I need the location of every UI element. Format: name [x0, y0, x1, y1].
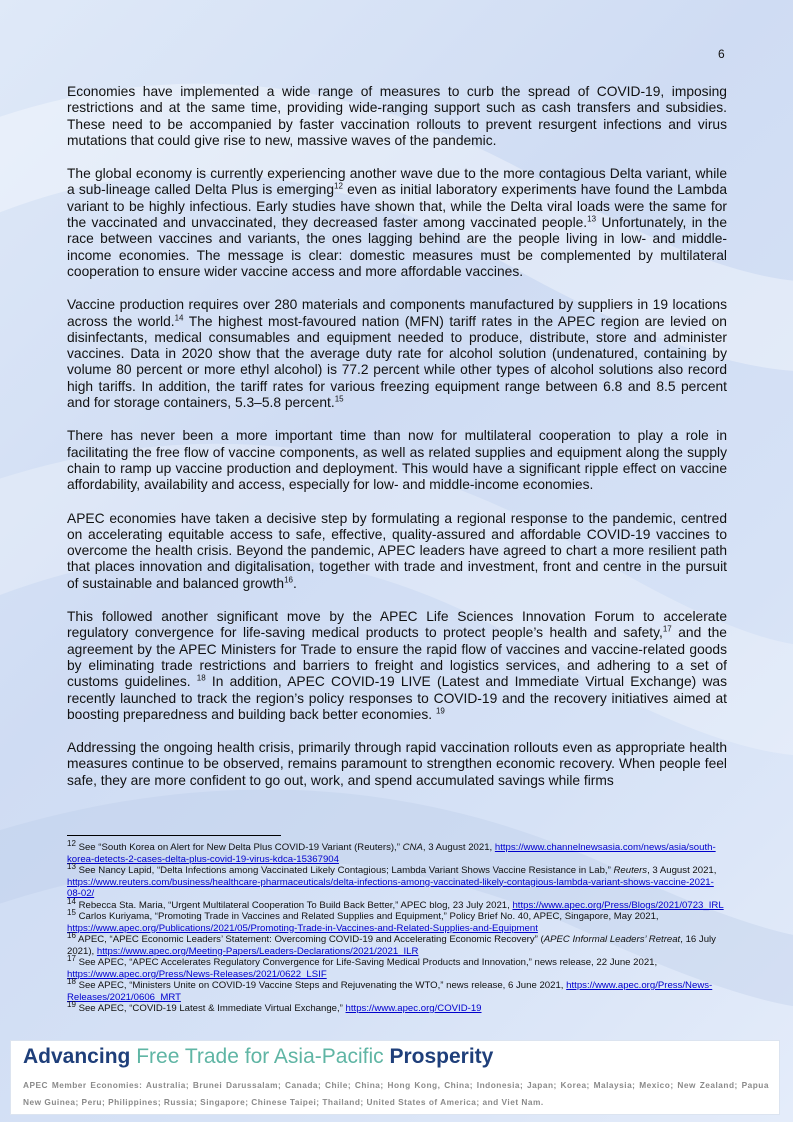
footnote-ref: 13: [67, 861, 76, 871]
text-run: See Nancy Lapid, “Delta Infections among Vaccinated Likely Contagious; Lambda Variant Shows Vaccine Resistance in Lab,”: [75, 865, 614, 876]
footnote: [67, 861, 727, 900]
footnote-link[interactable]: https://www.reuters.com/business/healthcare-pharmaceuticals/delta-infections-among-vaccinated-likely-contagious-lambda-variant-shows-vaccine-2021-08-02/: [67, 876, 714, 899]
footnote-ref: 14: [174, 312, 184, 322]
footnote-link[interactable]: https://www.apec.org/Press/News-Releases/2021/0606_MRT: [67, 980, 713, 1003]
footnote-ref: 12: [67, 838, 76, 848]
footnote: [67, 999, 727, 1015]
slogan-middle: Free Trade for Asia-Pacific: [136, 1045, 390, 1068]
text-run: Unfortunately, in the race between vaccines and variants, the ones lagging behind are the people living in low- and middle-income economies. The message is clear: domestic measures must be complemented by multilateral cooperation to ensure wider vaccine access and more affordable vaccines.: [67, 215, 727, 279]
text-run: Vaccine production requires over 280 materials and components manufactured by suppliers in 19 locations across the world.: [67, 297, 727, 329]
footnote: [67, 896, 727, 912]
footnote-ref: 14: [67, 896, 76, 906]
slogan-start: Advancing: [23, 1045, 137, 1068]
footer-slogan: [23, 1045, 493, 1069]
footnote-link[interactable]: https://www.apec.org/Publications/2021/05/Promoting-Trade-in-Vaccines-and-Related-Supplies-and-Equipment: [67, 922, 538, 934]
slogan-end: Prosperity: [389, 1045, 494, 1068]
italic-text: Reuters: [613, 865, 648, 876]
footnote-ref: 19: [435, 706, 445, 716]
footnote-link[interactable]: https://www.apec.org/Meeting-Papers/Leaders-Declarations/2021/2021_ILR: [96, 945, 419, 957]
italic-text: CNA: [402, 842, 423, 853]
text-run: APEC economies have taken a decisive step by formulating a regional response to the pandemic, centred on accelerating equitable access to safe, effective, quality-assured and affordable COVID-19 vaccines to overcome the health crisis. Beyond the pandemic, APEC leaders have agreed to chart a more resilient path that places innovation and digitalisation, together with trade and investment, front and centre in the pursuit of sustainable and balanced growth: [67, 510, 727, 591]
footnote: [67, 838, 727, 865]
footnote-ref: 19: [67, 999, 76, 1009]
page-number: 6: [718, 47, 725, 61]
footnote-ref: 15: [67, 907, 76, 917]
text-run: .: [292, 575, 297, 591]
footnote-ref: 16: [67, 930, 76, 940]
footnote-link[interactable]: https://www.channelnewsasia.com/news/asia/south-korea-detects-2-cases-delta-plus-covid-19-virus-kdca-15367904: [67, 842, 716, 865]
text-run: In addition, APEC COVID-19 LIVE (Latest and Immediate Virtual Exchange) was recently launched to track the region’s policy responses to COVID-19 and the recovery initiatives aimed at boosting preparedness and building back better economies.: [67, 674, 727, 722]
text-run: Carlos Kuriyama, “Promoting Trade in Vaccines and Related Supplies and Equipment,” Policy Brief No. 40, APEC, Singapore, May 2021,: [75, 911, 659, 922]
paragraph: [67, 511, 727, 592]
footnote-ref: 18: [67, 976, 76, 986]
text-run: , 3 August 2021,: [422, 842, 495, 853]
text-run: , 3 August 2021,: [647, 865, 717, 876]
footer-banner: [10, 1040, 780, 1115]
footnote: [67, 907, 727, 934]
paragraph: [67, 166, 727, 280]
text-run: APEC, “APEC Economic Leaders’ Statement: Overcoming COVID-19 and Accelerating Economic Recovery” (: [75, 934, 544, 945]
text-run: even as initial laboratory experiments have found the Lambda variant to be highly infectious. Early studies have shown that, while the Delta viral loads were the same for the vaccinated and unvaccinated, they decreased faster among vaccinated people.: [67, 182, 727, 231]
footnote-separator: [67, 835, 281, 836]
text-run: See APEC, “COVID-19 Latest & Immediate Virtual Exchange,”: [75, 1003, 346, 1014]
footnote: [67, 930, 727, 957]
text-run: There has never been a more important time than now for multilateral cooperation to play a role in facilitating the free flow of vaccine components, as well as related supplies and equipment along the supply chain to ramp up vaccine production and deployment. This would have a significant ripple effect on vaccine affordability, availability and access, especially for low- and middle-income economies.: [67, 428, 727, 493]
text-run: See “South Korea on Alert for New Delta Plus COVID-19 Variant (Reuters),”: [75, 842, 403, 853]
footnote-ref: 17: [662, 624, 672, 634]
text-run: Rebecca Sta. Maria, “Urgent Multilateral Cooperation To Build Back Better,” APEC blog, 23 July 2021,: [75, 899, 513, 911]
footnote-link[interactable]: https://www.apec.org/Press/News-Releases/2021/0622_LSIF: [67, 968, 327, 980]
text-run: The global economy is currently experiencing another wave due to the more contagious Delta variant, while a sub-lineage called Delta Plus is emerging: [67, 166, 727, 198]
italic-text: APEC Informal Leaders’ Retreat: [543, 934, 681, 945]
text-run: Addressing the ongoing health crisis, primarily through rapid vaccination rollouts even as appropriate health measures continue to be observed, remains paramount to strengthen economic recovery. When people feel safe, they are more confident to go out, work, and spend accumulated savings while firms: [67, 740, 727, 788]
text-run: Economies have implemented a wide range of measures to curb the spread of COVID-19, imposing restrictions and at the same time, providing wide-ranging support such as cash transfers and subsidies. These need to be accompanied by faster vaccination rollouts to prevent resurgent infections and virus mutations that could give rise to new, massive waves of the pandemic.: [67, 84, 727, 148]
footnote-ref: 13: [587, 214, 597, 224]
text-run: The highest most-favoured nation (MFN) tariff rates in the APEC region are levied on disinfectants, medical consumables and equipment needed to produce, distribute, store and administer vaccines. Data in 2020 show that the average duty rate for alcohol solution (undenatured, containing by volume 80 percent or more ethyl alcohol) is 77.2 percent while other types of alcohol solutions also record high tariffs. In addition, the tariff rates for various freezing equipment range between 6.8 and 8.5 percent and for storage containers, 5.3–5.8 percent.: [67, 313, 727, 411]
footnote-link[interactable]: https://www.apec.org/COVID-19: [345, 1003, 482, 1014]
paragraph: [67, 740, 727, 789]
footnote-ref: 15: [334, 394, 344, 404]
footnote-ref: 17: [67, 953, 76, 963]
paragraph: [67, 84, 727, 149]
text-run: , 16 July 2021),: [67, 934, 716, 957]
text-run: See APEC, “Ministers Unite on COVID-19 Vaccine Steps and Rejuvenating the WTO,” news release, 6 June 2021,: [75, 980, 567, 991]
footnote-ref: 12: [334, 181, 343, 191]
footnote-ref: 18: [196, 673, 206, 683]
paragraph: [67, 297, 727, 411]
footnote-link[interactable]: https://www.apec.org/Press/Blogs/2021/0723_IRL: [512, 899, 724, 911]
paragraph: [67, 428, 727, 493]
paragraph: [67, 609, 727, 723]
member-economies: APEC Member Economies: Australia; Brunei Darussalam; Canada; Chile; China; Hong Kong, China; Indonesia; Japan; Korea; Malaysia; Mexico; New Zealand; Papua New Guinea; Peru; Philippines; Russia; Singapore; Chinese Taipei; Thailand; United States of America; and Viet Nam.: [23, 1080, 769, 1107]
footnote-ref: 16: [284, 575, 293, 585]
footnotes: [67, 838, 727, 1015]
footnote: [67, 976, 727, 1003]
main-text: [67, 84, 727, 806]
text-run: and the agreement by the APEC Ministers for Trade to ensure the rapid flow of vaccines and vaccine-related goods by eliminating trade restrictions and barriers to freight and logistics services, and adhering to a set of customs guidelines.: [67, 625, 727, 690]
text-run: See APEC, “APEC Accelerates Regulatory Convergence for Life-Saving Medical Products and Innovation,” news release, 22 June 2021,: [75, 957, 658, 968]
footnote: [67, 953, 727, 980]
text-run: This followed another significant move by the APEC Life Sciences Innovation Forum to accelerate regulatory convergence for life-saving medical products to protect people’s health and safety,: [67, 609, 727, 641]
